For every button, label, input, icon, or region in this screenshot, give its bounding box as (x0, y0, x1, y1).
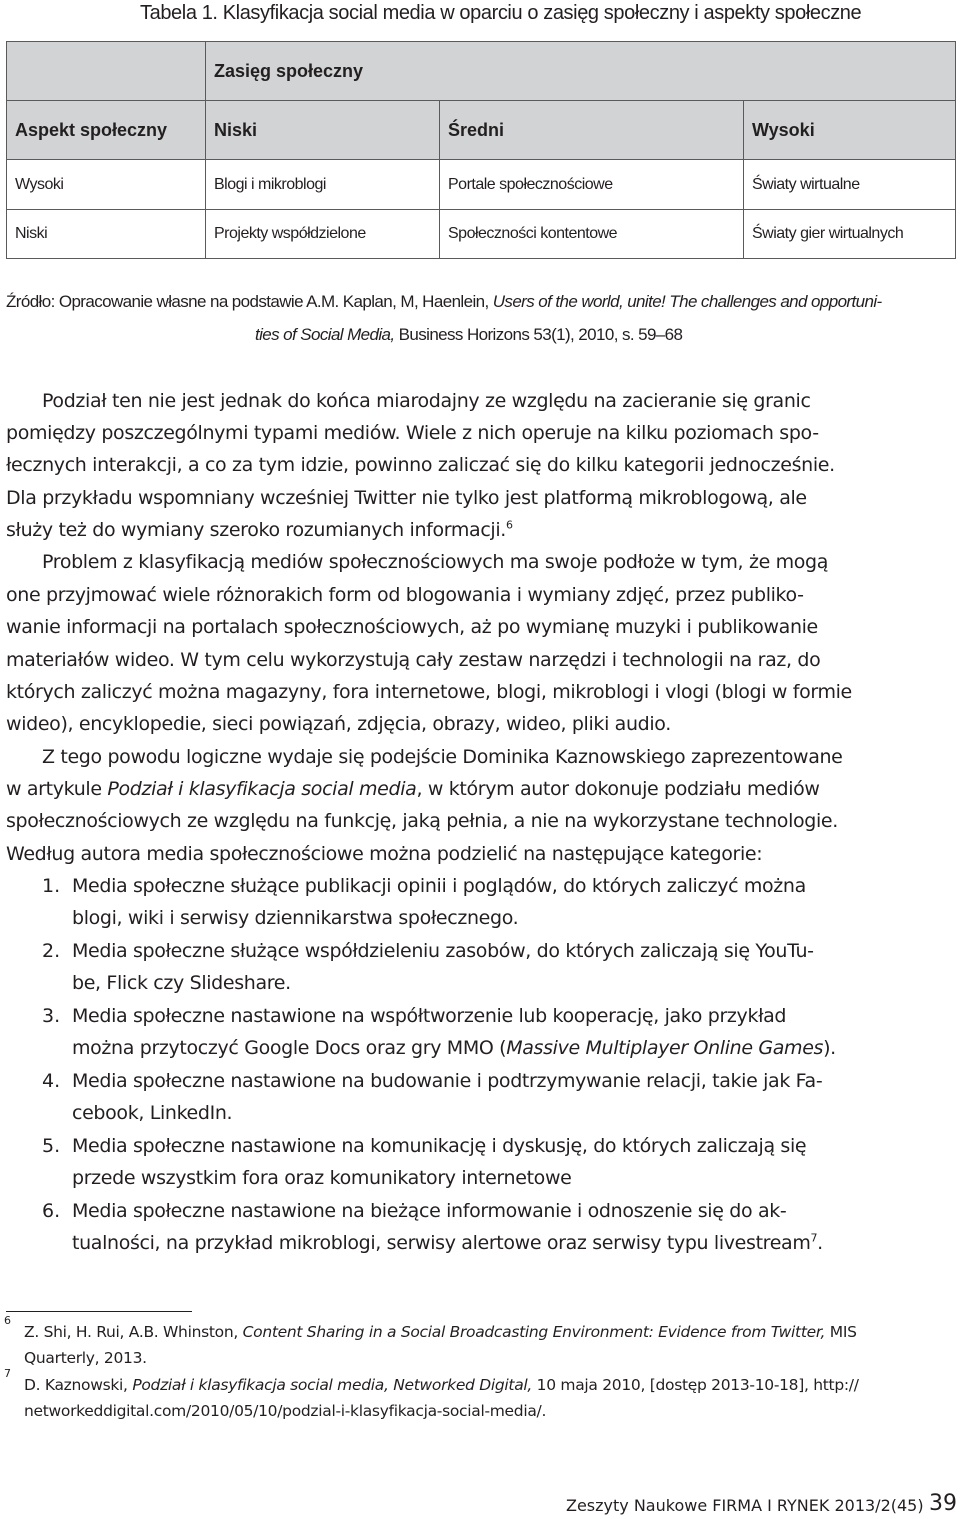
footnote-text: Z. Shi, H. Rui, A.B. Whinston, Content Sharing in a Social Broadcasting Environment: Evidence from Twitter, MIS (24, 1323, 857, 1341)
footnote-text: D. Kaznowski, Podział i klasyfikacja social media, Networked Digital, 10 maja 2010, [dostęp 2013-10-18], http:// (24, 1376, 859, 1394)
list-item: Media społeczne nastawione na bieżące informowanie i odnoszenie się do ak- (72, 1200, 787, 1222)
classification-table (6, 41, 956, 259)
table-source-line2: ties of Social Media, Business Horizons 53(1), 2010, s. 59‒68 (255, 325, 683, 344)
paragraph-line: Podział ten nie jest jednak do końca miarodajny ze względu na zacieranie się granic (42, 390, 811, 412)
table-row (7, 210, 955, 258)
paragraph-line: Z tego powodu logiczne wydaje się podejście Dominika Kaznowskiego zaprezentowane (42, 746, 843, 768)
table-header-cell: Średni (439, 101, 743, 159)
list-item: cebook, LinkedIn. (72, 1102, 233, 1124)
footnote-ref: 7 (810, 1231, 818, 1245)
journal-footer: Zeszyty Naukowe FIRMA I RYNEK 2013/2(45) (566, 1496, 924, 1515)
footnote-text: networkeddigital.com/2010/05/10/podzial-i-klasyfikacja-social-media/. (24, 1402, 547, 1420)
paragraph-line: one przyjmować wiele różnorakich form od blogowania i wymiany zdjęć, przez publiko- (6, 584, 804, 606)
footnote-number: 7 (4, 1366, 11, 1380)
table-group-header-row (7, 42, 955, 101)
table-cell: Projekty współdzielone (205, 210, 439, 258)
footnote-number: 6 (4, 1313, 11, 1327)
table-header-cell: Niski (205, 101, 439, 159)
list-item: tualności, na przykład mikroblogi, serwisy alertowe oraz serwisy typu livestream$^7$. (72, 1231, 823, 1254)
table-group-header: Zasięg społeczny (205, 42, 955, 100)
list-item: Media społeczne służące współdzieleniu zasobów, do których zaliczają się YouTu- (72, 940, 814, 962)
paragraph-line: łecznych interakcji, a co za tym idzie, powinno zaliczać się do kilku kategorii jednocześnie. (6, 454, 835, 476)
list-number: 6. (42, 1200, 61, 1222)
footnote-text: Quarterly, 2013. (24, 1349, 147, 1367)
paragraph-line: wanie informacji na portalach społecznościowych, aż po wymianę muzyki i publikowanie (6, 616, 818, 638)
list-item: Media społeczne nastawione na współtworzenie lub kooperację, jako przykład (72, 1005, 787, 1027)
table-corner-cell (7, 42, 205, 100)
list-number: 1. (42, 875, 61, 897)
table-row (7, 160, 955, 210)
paragraph-line: społecznościowych ze względu na funkcję, jaką pełnia, a nie na wykorzystane technologie. (6, 810, 838, 832)
paragraph-line: Według autora media społecznościowe można podzielić na następujące kategorie: (6, 843, 763, 865)
table-cell: Niski (15, 225, 48, 242)
list-number: 4. (42, 1070, 61, 1092)
paragraph-line: w artykule Podział i klasyfikacja social media, w którym autor dokonuje podziału mediów (6, 778, 820, 800)
list-item: blogi, wiki i serwisy dziennikarstwa społecznego. (72, 907, 519, 929)
paragraph-line: wideo), encyklopedie, sieci powiązań, zdjęcia, obrazy, wideo, pliki audio. (6, 713, 671, 735)
table-cell: Wysoki (15, 175, 64, 193)
list-item: be, Flick czy Slideshare. (72, 972, 291, 994)
table-cell: Blogi i mikroblogi (205, 160, 439, 209)
list-item: przede wszystkim fora oraz komunikatory internetowe (72, 1167, 572, 1189)
list-number: 3. (42, 1005, 61, 1027)
list-item: można przytoczyć Google Docs oraz gry MMO (Massive Multiplayer Online Games). (72, 1037, 836, 1059)
list-item: Media społeczne służące publikacji opinii i poglądów, do których zaliczyć można (72, 875, 806, 897)
paragraph-line: Dla przykładu wspomniany wcześniej Twitter nie tylko jest platformą mikroblogową, ale (6, 487, 807, 509)
table-cell: Światy gier wirtualnych (743, 210, 955, 258)
paragraph-line: pomiędzy poszczególnymi typami mediów. Wiele z nich operuje na kilku poziomach spo- (6, 422, 819, 444)
paragraph-line: Problem z klasyfikacją mediów społecznościowych ma swoje podłoże w tym, że mogą (42, 551, 829, 573)
table-cell: Społeczności kontentowe (439, 210, 743, 258)
table-header-row (7, 101, 955, 160)
list-item: Media społeczne nastawione na budowanie i podtrzymywanie relacji, takie jak Fa- (72, 1070, 823, 1092)
paragraph-line: których zaliczyć można magazyny, fora internetowe, blogi, mikroblogi i vlogi (blogi w formie (6, 681, 852, 703)
paragraph-line: służy też do wymiany szeroko rozumianych informacji.$^6$ (6, 518, 513, 541)
list-number: 5. (42, 1135, 61, 1157)
list-number: 2. (42, 940, 61, 962)
footnote-separator (6, 1311, 192, 1312)
list-item: Media społeczne nastawione na komunikację i dyskusję, do których zaliczają się (72, 1135, 807, 1157)
paragraph-line: materiałów wideo. W tym celu wykorzystują cały zestaw narzędzi i technologii na raz, do (6, 649, 821, 671)
table-cell: Światy wirtualne (743, 160, 955, 209)
page-number: 39 (929, 1491, 957, 1516)
table-header-cell: Aspekt społeczny (7, 101, 205, 159)
footnote-ref: 6 (505, 518, 513, 532)
table-header-cell: Wysoki (743, 101, 955, 159)
table-cell: Portale społecznościowe (439, 160, 743, 209)
table-caption: Tabela 1. Klasyfikacja social media w oparciu o zasięg społeczny i aspekty społeczne (140, 2, 862, 24)
table-source-line1: Źródło: Opracowanie własne na podstawie A.M. Kaplan, M, Haenlein, Users of the world, unite! The challenges and opportuni- (6, 292, 882, 311)
